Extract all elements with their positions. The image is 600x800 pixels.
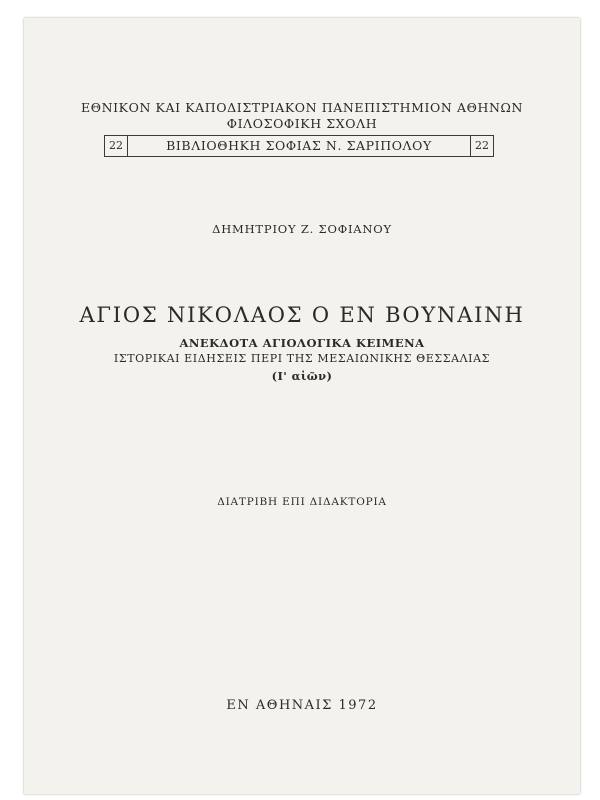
series-number-left: 22 (104, 135, 128, 157)
university-name: ΕΘΝΙΚΟΝ ΚΑΙ ΚΑΠΟΔΙΣΤΡΙΑΚΟΝ ΠΑΝΕΠΙΣΤΗΜΙΟΝ ΑΘΗΝΩΝ (81, 100, 523, 115)
series-rule-bottom (128, 156, 470, 157)
thesis-note: ΔΙΑΤΡΙΒΗ ΕΠΙ ΔΙΔΑΚΤΟΡΙΑ (217, 496, 387, 508)
series-number-right: 22 (470, 135, 494, 157)
title-page (24, 18, 580, 794)
century-note: (Ι' αἰῶν) (271, 369, 333, 383)
imprint: ΕΝ ΑΘΗΝΑΙΣ 1972 (226, 698, 378, 713)
series-rule-top (128, 135, 470, 136)
author-name: ΔΗΜΗΤΡΙΟΥ Ζ. ΣΟΦΙΑΝΟΥ (212, 222, 392, 236)
series-banner (104, 135, 494, 159)
faculty-name: ΦΙΛΟΣΟΦΙΚΗ ΣΧΟΛΗ (226, 116, 378, 131)
subtitle-primary: ΑΝΕΚΔΟΤΑ ΑΓΙΟΛΟΓΙΚΑ ΚΕΙΜΕΝΑ (179, 336, 425, 350)
subtitle-secondary: ΙΣΤΟΡΙΚΑΙ ΕΙΔΗΣΕΙΣ ΠΕΡΙ ΤΗΣ ΜΕΣΑΙΩΝΙΚΗΣ ΘΕΣΣΑΛΙΑΣ (113, 352, 491, 365)
series-title: ΒΙΒΛΙΟΘΗΚΗ ΣΟΦΙΑΣ Ν. ΣΑΡΙΠΟΛΟΥ (166, 138, 432, 153)
book-title: ΑΓΙΟΣ ΝΙΚΟΛΑΟΣ Ο ΕΝ ΒΟΥΝΑΙΝΗ (79, 303, 525, 327)
